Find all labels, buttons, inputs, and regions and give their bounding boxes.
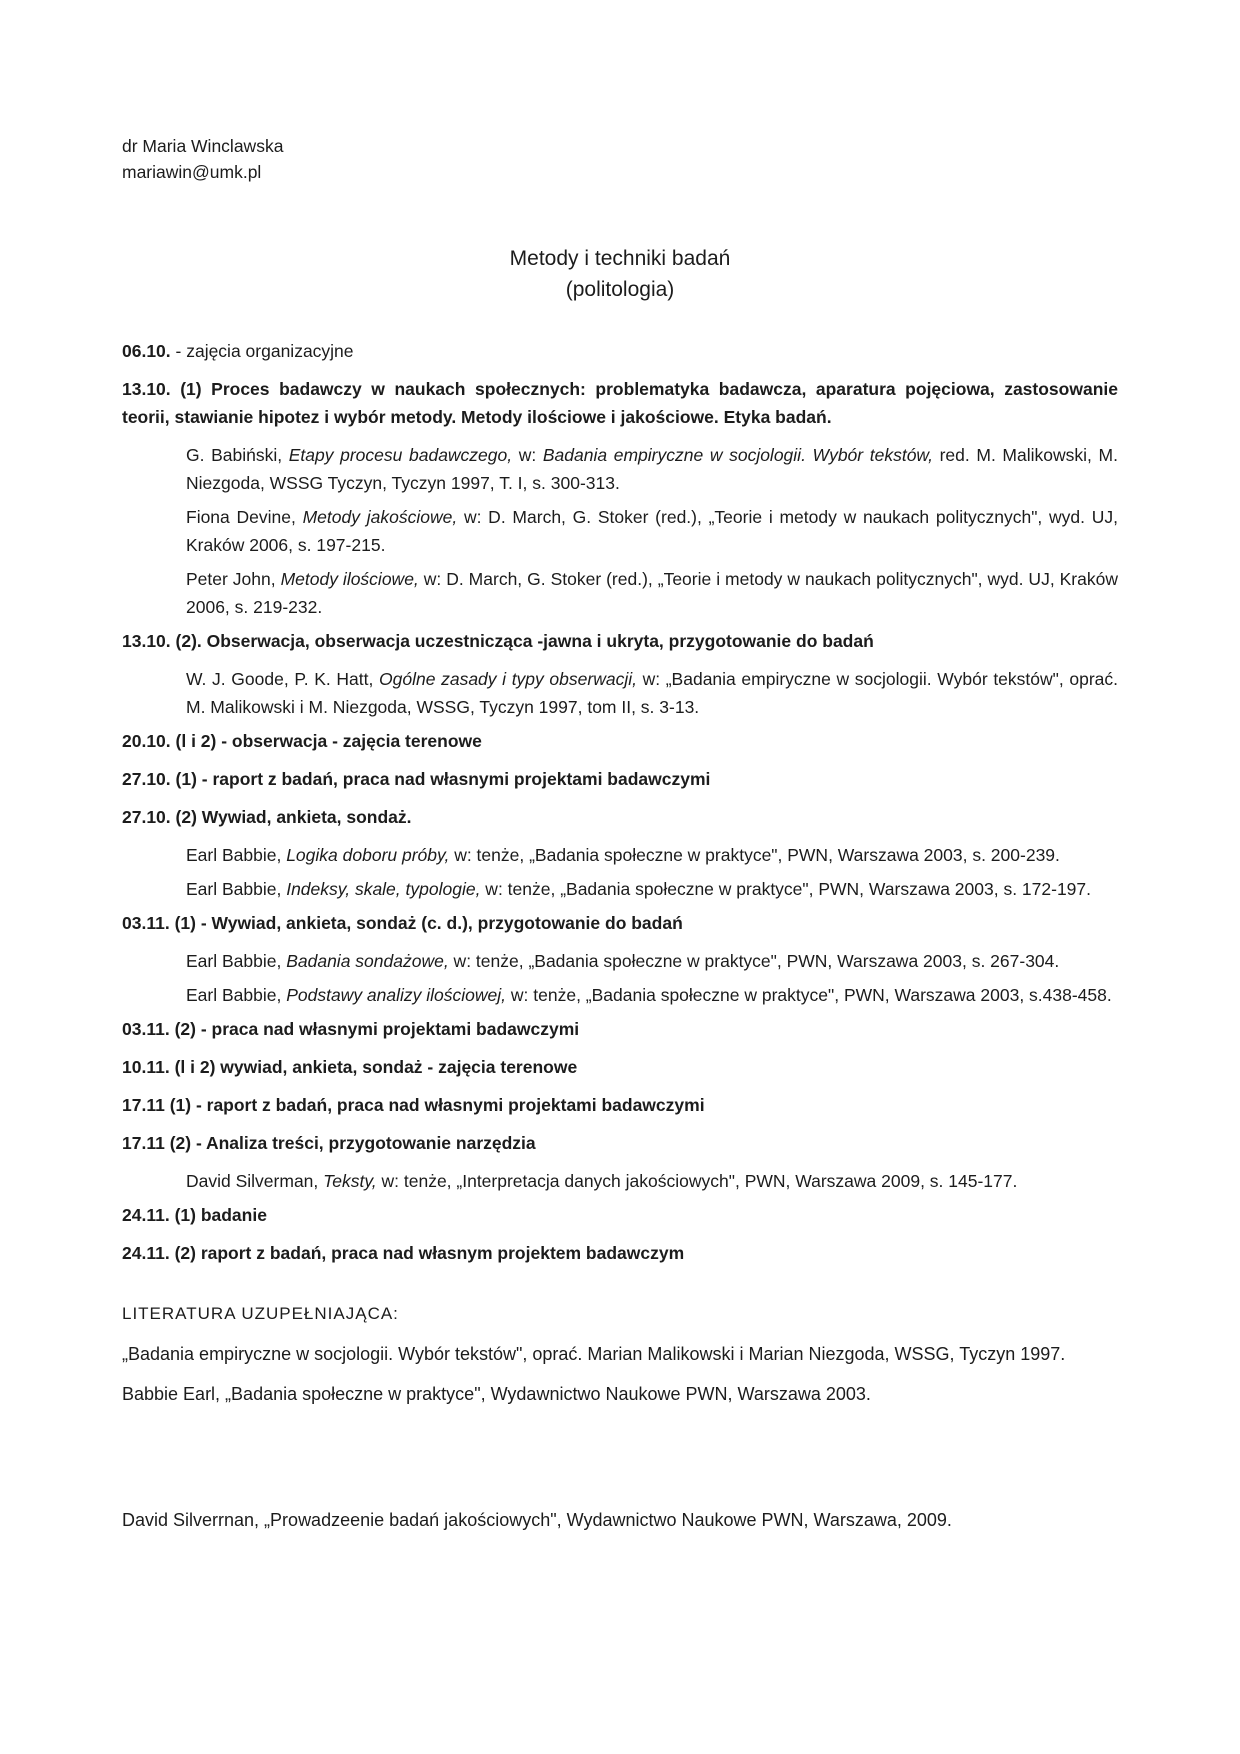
title-line-1: Metody i techniki badań	[509, 247, 731, 270]
reference-item	[186, 665, 1118, 721]
author-email: mariawin@umk.pl	[122, 162, 262, 182]
reference-item	[186, 947, 1118, 975]
reference-text: Peter John,	[186, 569, 281, 589]
supplementary-list	[122, 1340, 1118, 1534]
reference-title-italic: Metody ilościowe,	[280, 569, 419, 589]
schedule-entry-text: (2) raport z badań, praca nad własnym projektem badawczym	[169, 1243, 685, 1263]
schedule-entry-date: 06.10.	[122, 341, 171, 361]
schedule-entry-date: 17.11	[122, 1095, 165, 1115]
schedule-entry	[122, 803, 1118, 831]
reference-title-italic: Badania empiryczne w socjologii. Wybór tekstów,	[542, 445, 933, 465]
schedule-entry-date: 24.11.	[122, 1243, 170, 1263]
reference-text: w: tenże, „Badania społeczne w praktyce", PWN, Warszawa 2003, s. 172-197.	[480, 879, 1092, 899]
reference-title-italic: Ogólne zasady i typy obserwacji,	[379, 669, 637, 689]
schedule-entry-date: 10.11.	[122, 1057, 170, 1077]
reference-text: Earl Babbie,	[186, 951, 287, 971]
schedule-entry-date: 27.10.	[122, 769, 171, 789]
reference-item	[186, 565, 1118, 621]
reference-text: G. Babiński,	[186, 445, 289, 465]
reference-item	[186, 981, 1118, 1009]
reference-title-italic: Badania sondażowe,	[286, 951, 449, 971]
schedule-entry-text: (2) Wywiad, ankieta, sondaż.	[170, 807, 412, 827]
schedule-entry-text: (2) - praca nad własnymi projektami badawczymi	[169, 1019, 580, 1039]
reference-text: Earl Babbie,	[186, 845, 287, 865]
reference-text: Earl Babbie,	[186, 879, 287, 899]
reference-text: Earl Babbie,	[186, 985, 287, 1005]
reference-title-italic: Indeksy, skale, typologie,	[286, 879, 481, 899]
reference-text: David Silverman,	[186, 1171, 324, 1191]
reference-title-italic: Etapy procesu badawczego,	[288, 445, 513, 465]
literature-item: David Silverrnan, „Prowadzeenie badań jakościowych", Wydawnictwo Naukowe PWN, Warszawa, 2009.	[122, 1510, 952, 1530]
schedule-entry	[122, 1053, 1118, 1081]
schedule-entry-date: 20.10.	[122, 731, 171, 751]
literature-item: Babbie Earl, „Badania społeczne w praktyce", Wydawnictwo Naukowe PWN, Warszawa 2003.	[122, 1384, 871, 1404]
schedule-entry	[122, 337, 1118, 365]
schedule-entry	[122, 1091, 1118, 1119]
schedule-entry-text: (1) - Wywiad, ankieta, sondaż (c. d.), przygotowanie do badań	[169, 913, 683, 933]
reference-title-italic: Teksty,	[323, 1171, 377, 1191]
reference-text: Fiona Devine,	[186, 507, 303, 527]
schedule-entry-text: (1) Proces badawczy w naukach społecznych: problematyka badawcza, aparatura pojęciowa, zastosowanie teorii, stawianie hipotez i wybór metody. Metody ilościowe i jakościowe. Etyka badań.	[122, 379, 1118, 427]
reference-text: W. J. Goode, P. K. Hatt,	[186, 669, 380, 689]
reference-item	[186, 1167, 1118, 1195]
schedule-entry-date: 13.10.	[122, 379, 171, 399]
schedule-entry	[122, 727, 1118, 755]
schedule-entry	[122, 1239, 1118, 1267]
document-title	[122, 243, 1118, 305]
schedule-entry	[122, 909, 1118, 937]
reference-item	[186, 841, 1118, 869]
schedule-entry-date: 03.11.	[122, 913, 170, 933]
schedule-entry-text: (2) - Analiza treści, przygotowanie narzędzia	[164, 1133, 536, 1153]
schedule-entry-date: 03.11.	[122, 1019, 170, 1039]
supplementary-literature-label: LITERATURA UZUPEŁNIAJĄCA:	[122, 1304, 399, 1323]
schedule-entry-text: (l i 2) wywiad, ankieta, sondaż - zajęcia terenowe	[169, 1057, 578, 1077]
schedule-entry	[122, 375, 1118, 431]
schedule-entry-text: (2). Obserwacja, obserwacja uczestnicząca -jawna i ukryta, przygotowanie do badań	[170, 631, 874, 651]
schedule-entry	[122, 1129, 1118, 1157]
reference-text: w: tenże, „Badania społeczne w praktyce", PWN, Warszawa 2003, s.438-458.	[506, 985, 1112, 1005]
schedule-entry-text: (1) - raport z badań, praca nad własnymi projektami badawczymi	[164, 1095, 705, 1115]
schedule-entry-date: 17.11	[122, 1133, 165, 1153]
reference-item	[186, 441, 1118, 497]
reference-text: red. M. Malikowski, M. Niezgoda, WSSG Tyczyn, Tyczyn 1997, T. I, s. 300-313.	[186, 445, 1118, 493]
reference-item	[186, 875, 1118, 903]
schedule-entry	[122, 1201, 1118, 1229]
reference-title-italic: Logika doboru próby,	[286, 845, 450, 865]
schedule-entry-text: - zajęcia organizacyjne	[170, 341, 354, 361]
reference-text: w: tenże, „Badania społeczne w praktyce", PWN, Warszawa 2003, s. 200-239.	[449, 845, 1060, 865]
reference-title-italic: Podstawy analizy ilościowej,	[286, 985, 507, 1005]
schedule-entry-text: (l i 2) - obserwacja - zajęcia terenowe	[170, 731, 482, 751]
reference-text: w: tenże, „Badania społeczne w praktyce", PWN, Warszawa 2003, s. 267-304.	[448, 951, 1060, 971]
schedule	[122, 337, 1118, 1267]
schedule-entry-date: 27.10.	[122, 807, 171, 827]
author-block	[122, 133, 1118, 185]
schedule-entry	[122, 765, 1118, 793]
reference-text: w: D. March, G. Stoker (red.), „Teorie i metody w naukach politycznych", wyd. UJ, Kraków 2006, s. 197-215.	[186, 507, 1118, 555]
schedule-entry	[122, 627, 1118, 655]
reference-text: w: „Badania empiryczne w socjologii. Wybór tekstów", oprać. M. Malikowski i M. Niezgoda, WSSG, Tyczyn 1997, tom II, s. 3-13.	[186, 669, 1118, 717]
reference-text: w: D. March, G. Stoker (red.), „Teorie i metody w naukach politycznych", wyd. UJ, Kraków 2006, s. 219-232.	[186, 569, 1118, 617]
reference-title-italic: Metody jakościowe,	[302, 507, 458, 527]
literature-item: „Badania empiryczne w socjologii. Wybór tekstów", oprać. Marian Malikowski i Marian Niezgoda, WSSG, Tyczyn 1997.	[122, 1344, 1066, 1364]
schedule-entry	[122, 1015, 1118, 1043]
reference-text: w: tenże, „Interpretacja danych jakościowych", PWN, Warszawa 2009, s. 145-177.	[376, 1171, 1018, 1191]
schedule-entry-text: (1) badanie	[169, 1205, 267, 1225]
author-name: dr Maria Winclawska	[122, 136, 284, 156]
title-line-2: (politologia)	[565, 278, 675, 301]
schedule-entry-date: 24.11.	[122, 1205, 170, 1225]
reference-text: w:	[512, 445, 543, 465]
reference-item	[186, 503, 1118, 559]
schedule-entry-date: 13.10.	[122, 631, 171, 651]
schedule-entry-text: (1) - raport z badań, praca nad własnymi projektami badawczymi	[170, 769, 711, 789]
